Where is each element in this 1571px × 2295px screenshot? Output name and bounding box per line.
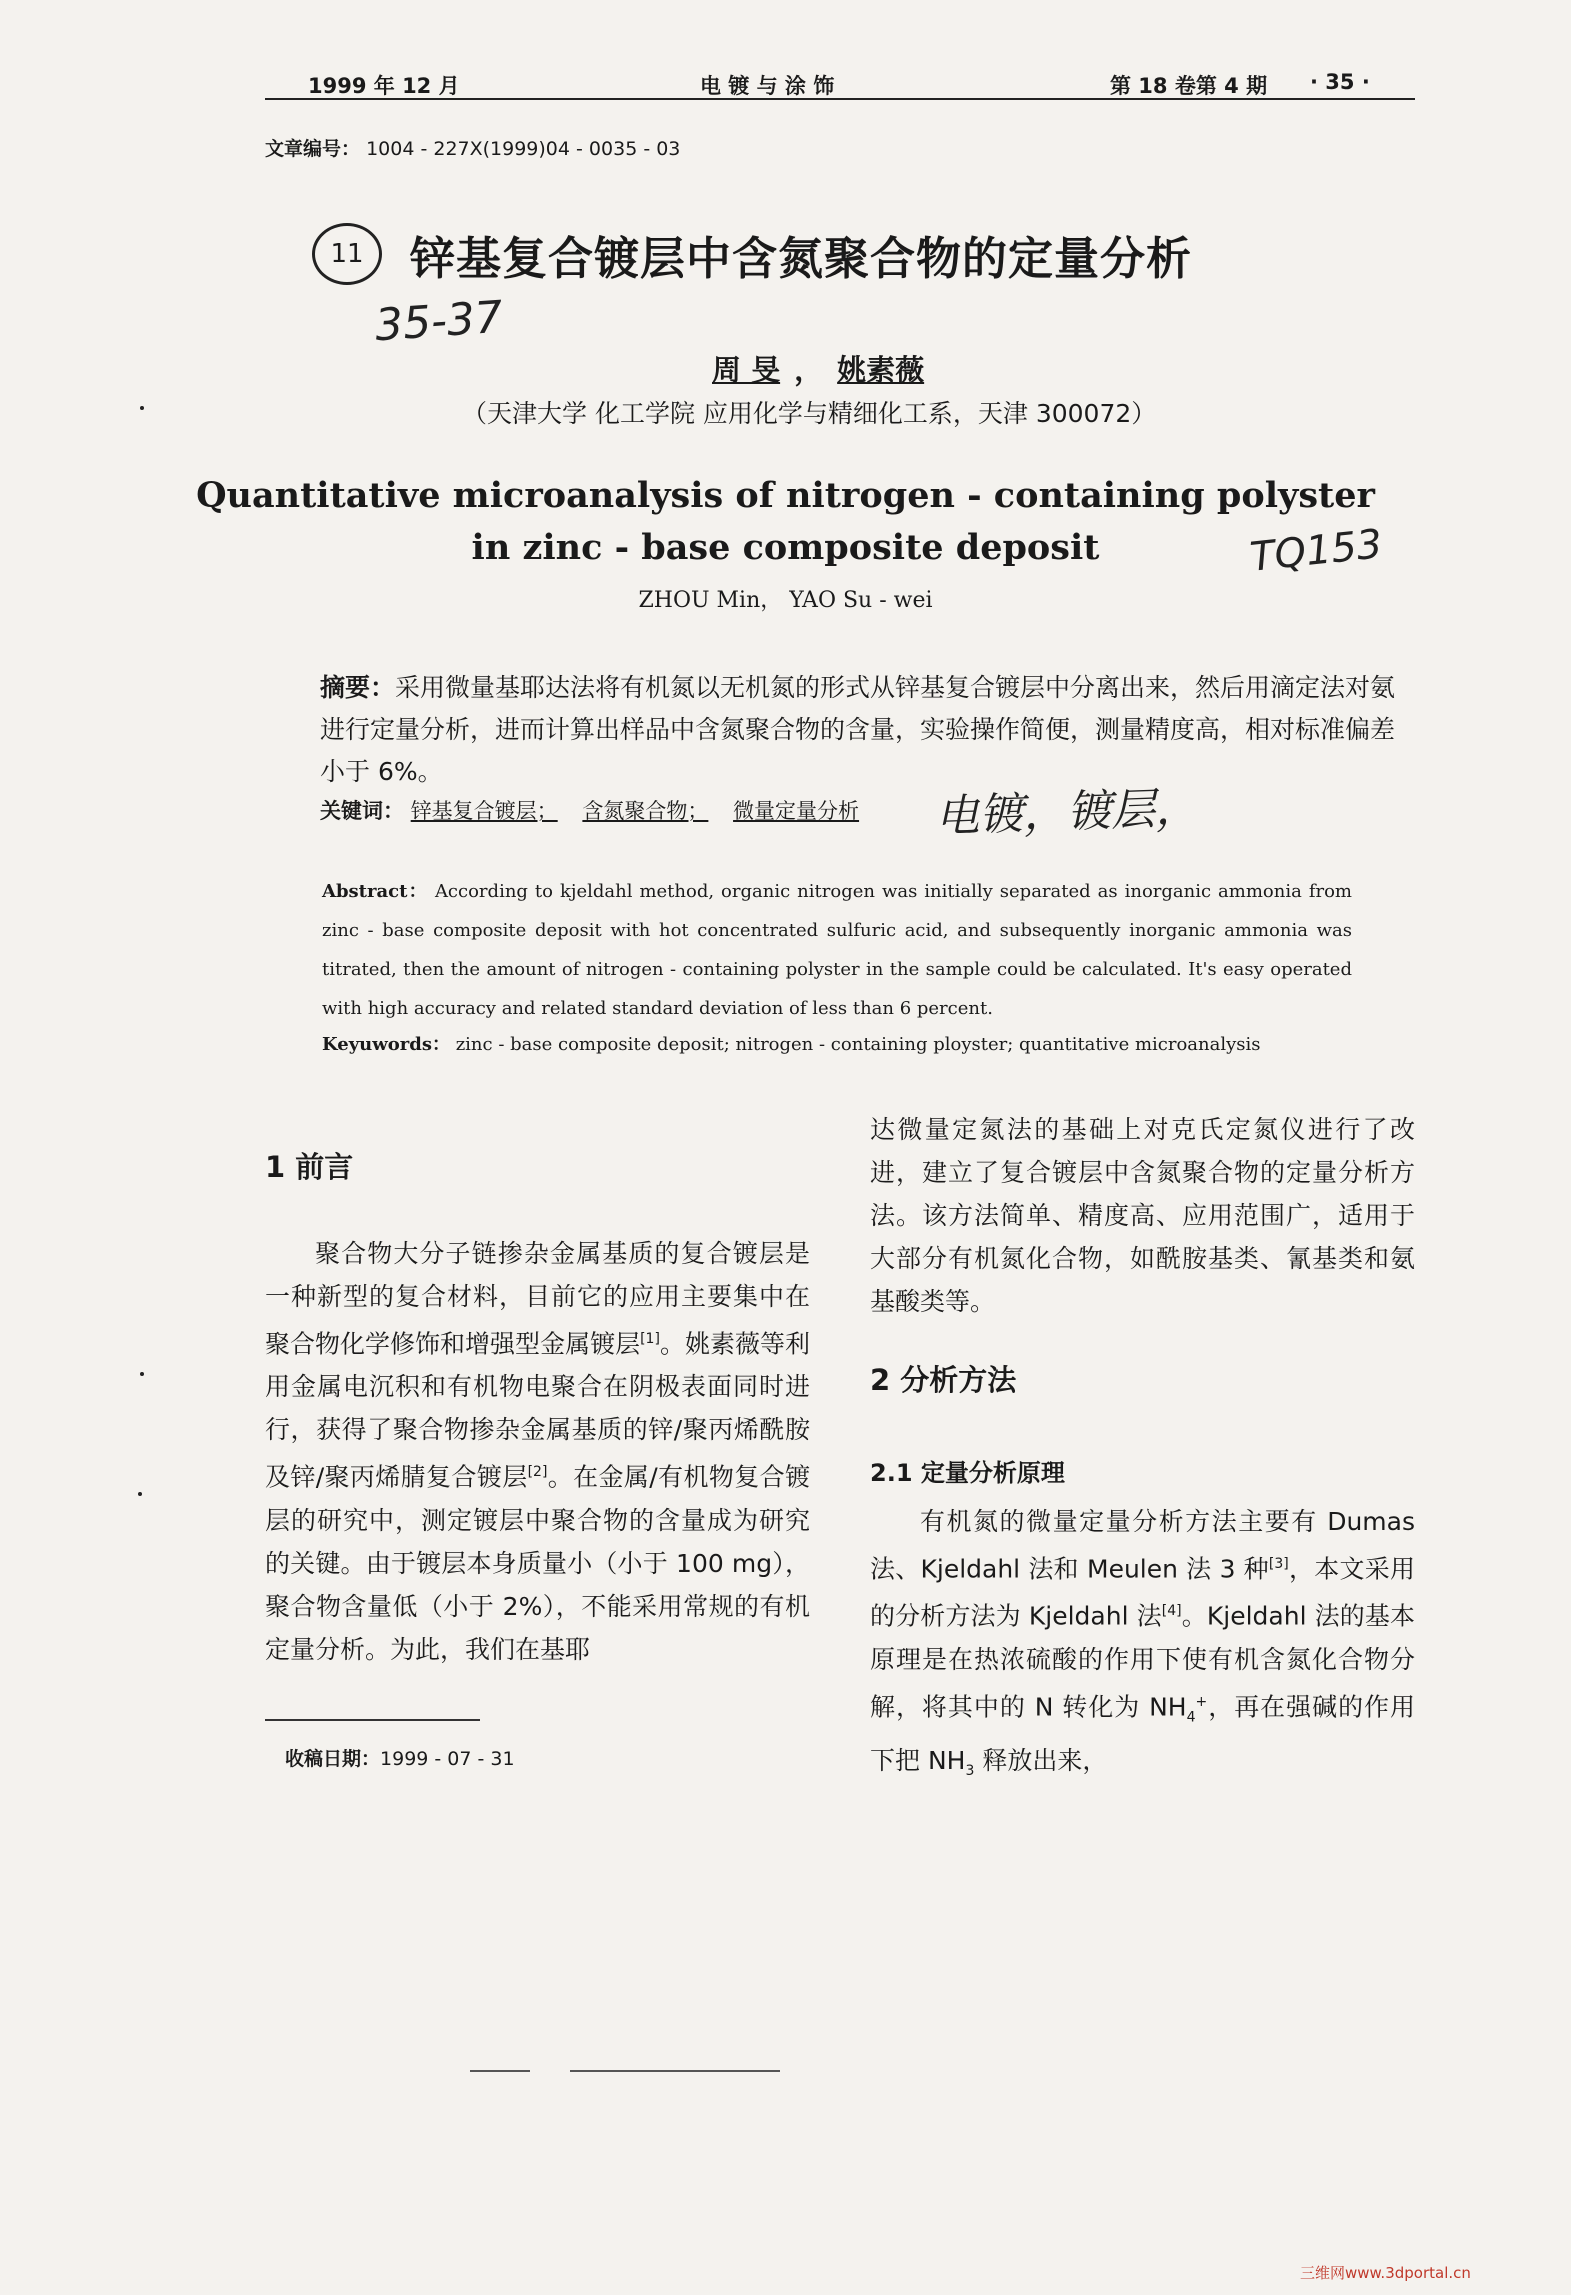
header-page: · 35 · [1310, 70, 1370, 94]
bottom-mark [470, 2070, 530, 2072]
nh3-subscript: 3 [965, 1762, 975, 1779]
ref-2: [2] [527, 1464, 548, 1481]
title-cn: 锌基复合镀层中含氮聚合物的定量分析 [410, 232, 1193, 285]
scan-dot [140, 406, 144, 410]
abstract-cn [320, 667, 1400, 793]
p2-text-b: ，本文采用的分析方法为 Kjeldahl 法 [870, 1554, 1415, 1631]
abstract-en [322, 872, 1352, 1028]
ref-4: [4] [1161, 1603, 1182, 1620]
section-1-heading: 1 前言 [265, 1150, 354, 1184]
keywords-en [322, 1030, 1261, 1056]
author-sep: ， [794, 353, 824, 387]
received-date [285, 1744, 515, 1771]
circled-annotation: 11 [312, 223, 382, 285]
watermark: 三维网www.3dportal.cn [1300, 2264, 1471, 2282]
received-value: 1999 - 07 - 31 [380, 1748, 515, 1770]
scan-dot [140, 1372, 144, 1376]
author-1: 周 旻 [712, 353, 781, 387]
header-journal: 电 镀 与 涂 饰 [700, 74, 835, 98]
keywords-en-text: zinc - base composite deposit; nitrogen - containing ployster; quantitative microanalysis [455, 1034, 1261, 1055]
subsection-2-1-heading: 2.1 定量分析原理 [870, 1459, 1065, 1487]
nh4-superscript: + [1195, 1693, 1208, 1710]
abstract-cn-text: 采用微量基耶达法将有机氮以无机氮的形式从锌基复合镀层中分离出来，然后用滴定法对氨进行定量分析，进而计算出样品中含氮聚合物的含量，实验操作简便，测量精度高，相对标准偏差小于 6%。 [320, 673, 1396, 786]
abstract-en-text: According to kjeldahl method, organic nitrogen was initially separated as inorganic ammonia from zinc - base composite deposit with hot concentrated sulfuric acid, and subsequently inorganic ammonia was titrated, then the amount of nitrogen - containing polyster in the sample could be calculated. It's easy operated with high accuracy and related standard deviation of less than 6 percent. [322, 881, 1353, 1019]
abstract-en-label: Abstract： [322, 881, 428, 902]
keywords-cn-label: 关键词： [320, 799, 404, 823]
bottom-mark [570, 2070, 780, 2072]
p2-text-e: 释放出来， [974, 1745, 1108, 1775]
section-2-heading: 2 分析方法 [870, 1363, 1017, 1397]
handwritten-class-code: TQ153 [1247, 521, 1385, 581]
article-number-value: 1004 - 227X(1999)04 - 0035 - 03 [366, 138, 681, 160]
p2-text-a: 有机氮的微量定量分析方法主要有 Dumas 法、Kjeldahl 法和 Meulen 法 3 种 [870, 1507, 1415, 1584]
header-volume: 第 18 卷第 4 期 [1110, 74, 1268, 98]
title-en-line-2: in zinc - base composite deposit [471, 527, 1100, 568]
scan-dot [138, 1492, 142, 1496]
affiliation-cn: （天津大学 化工学院 应用化学与精细化工系，天津 300072） [462, 399, 1157, 428]
handwritten-keywords: 电镀，镀层， [934, 782, 1200, 843]
article-number-label: 文章编号： [265, 138, 361, 160]
p2-text-d: ，再在强碱的作用下把 NH [870, 1691, 1415, 1775]
author-2: 姚素薇 [837, 353, 925, 387]
keyword-cn-1: 锌基复合镀层； [410, 799, 558, 823]
section-1-paragraph [265, 1232, 810, 1671]
keyword-cn-2: 含氮聚合物； [582, 799, 709, 823]
ref-3: [3] [1268, 1556, 1289, 1572]
section-1-text-a: 聚合物大分子链掺杂金属基质的复合镀层是一种新型的复合材料，目前它的应用主要集中在聚合物化学修饰和增强型金属镀层 [265, 1239, 810, 1359]
section-1-text-c: 。在金属/有机物复合镀层的研究中，测定镀层中聚合物的含量成为研究的关键。由于镀层本身质量小（小于 100 mg），聚合物含量低（小于 2%），不能采用常规的有机定量分析。为此，我们在基耶 [265, 1462, 810, 1664]
abstract-cn-label: 摘要： [320, 673, 396, 702]
keywords-en-label: Keyuwords： [322, 1034, 450, 1055]
right-col-continued: 达微量定氮法的基础上对克氏定氮仪进行了改进，建立了复合镀层中含氮聚合物的定量分析方法。该方法简单、精度高、应用范围广，适用于大部分有机氮化合物，如酰胺基类、氰基类和氨基酸类等。 [870, 1115, 1415, 1316]
header-rule [265, 98, 1415, 100]
received-label: 收稿日期： [285, 1748, 381, 1770]
subsection-2-1-paragraph [870, 1500, 1415, 1793]
title-en-line-1: Quantitative microanalysis of nitrogen - containing polyster [196, 475, 1375, 516]
ref-1: [1] [640, 1331, 660, 1347]
keyword-cn-3: 微量定量分析 [733, 799, 860, 823]
header-date: 1999 年 12 月 [308, 74, 460, 98]
keywords-cn [320, 795, 877, 825]
authors-cn [712, 348, 924, 389]
nh4-subscript: 4 [1186, 1708, 1196, 1725]
authors-en: ZHOU Min， YAO Su - wei [638, 588, 933, 613]
p2-text-c: 。Kjeldahl 法的基本原理是在热浓硫酸的作用下使有机含氮化合物分解，将其中的 N 转化为 NH [870, 1601, 1415, 1721]
handwritten-pages: 35-37 [373, 291, 505, 352]
section-1-text-b: 。姚素薇等利用金属电沉积和有机物电聚合在阴极表面同时进行，获得了聚合物掺杂金属基质的锌/聚丙烯酰胺及锌/聚丙烯腈复合镀层 [265, 1329, 810, 1492]
footnote-rule [265, 1719, 480, 1721]
article-number [265, 134, 680, 161]
